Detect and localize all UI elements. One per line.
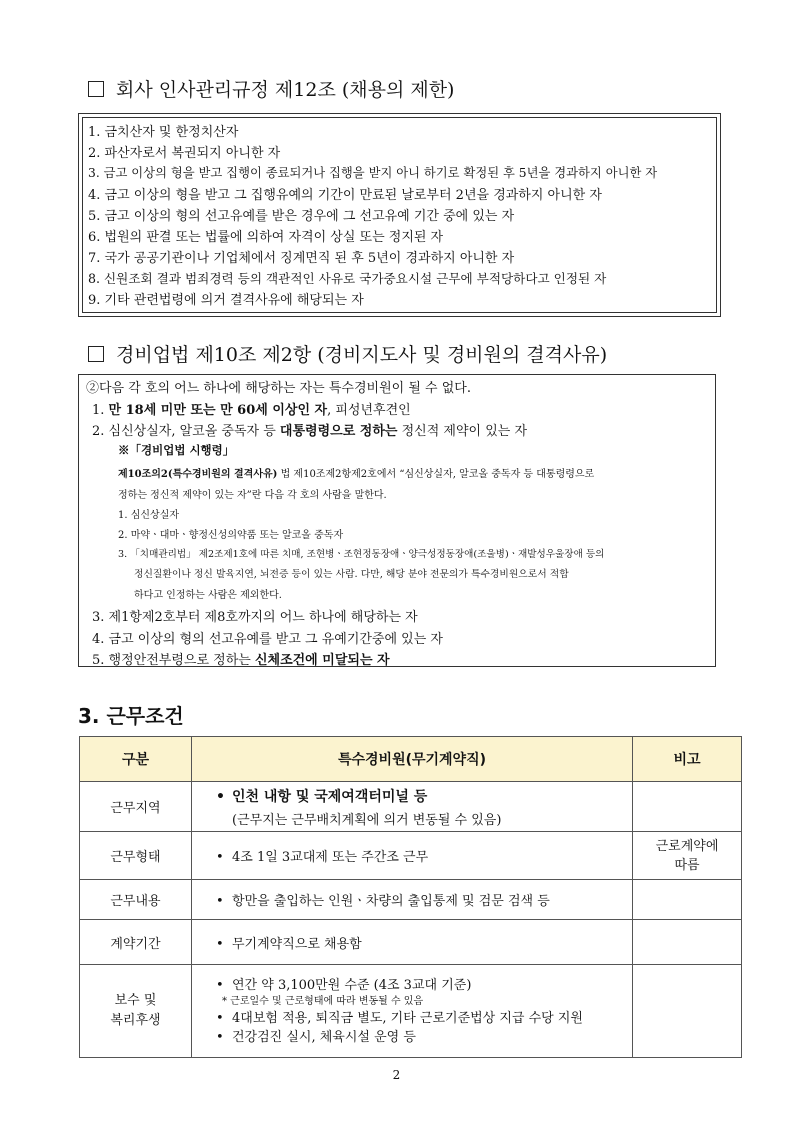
table-row: [80, 880, 742, 920]
decree-item: 1. 심신상실자: [118, 510, 180, 521]
row-label: 보수 및 복리후생: [80, 965, 192, 1058]
row-label: 근무형태: [80, 832, 192, 880]
section1-title: 회사 인사관리규정 제12조 (채용의 제한): [88, 75, 454, 102]
decree-item: 3. 「치매관리법」 제2조제1호에 따른 치매, 조현병ㆍ조현정동장애ㆍ양극성정동장애(조울병)ㆍ재발성우울장애 등의: [118, 549, 605, 560]
column-header: 특수경비원(무기계약직): [192, 737, 633, 782]
table-row: [80, 920, 742, 965]
list-item: 4. 금고 이상의 형의 선고유예를 받고 그 유예기간중에 있는 자: [92, 632, 443, 647]
list-item: 1. 만 18세 미만 또는 만 60세 이상인 자, 피성년후견인: [92, 403, 411, 418]
list-item: 2. 심신상실자, 알코올 중독자 등 대통령령으로 정하는 정신적 제약이 있는 자: [92, 424, 528, 439]
intro-text: ②다음 각 호의 어느 하나에 해당하는 자는 특수경비원이 될 수 없다.: [86, 381, 471, 396]
row-content: • 4조 1일 3교대제 또는 주간조 근무: [192, 832, 633, 880]
row-remark: 근로계약에 따름: [633, 832, 742, 880]
row-label: 계약기간: [80, 920, 192, 965]
table-row: [80, 965, 742, 1058]
list-item: 3. 금고 이상의 형을 받고 집행이 종료되거나 집행을 받지 아니 하기로 확정된 후 5년을 경과하지 아니한 자: [88, 166, 658, 180]
decree-heading-cont: 정하는 정신적 제약이 있는 자”란 다음 각 호의 사람을 말한다.: [118, 490, 387, 501]
decree-item-cont: 정신질환이나 정신 발육지연, 뇌전증 등이 있는 사람. 다만, 해당 분야 전문의가 특수경비원으로서 적합: [134, 569, 569, 580]
table-row: [80, 782, 742, 832]
page-number: 2: [392, 1068, 401, 1082]
table-header-row: [80, 737, 742, 782]
list-item: 5. 행정안전부령으로 정하는 신체조건에 미달되는 자: [92, 653, 390, 668]
row-label: 근무지역: [80, 782, 192, 832]
row-content: • 무기계약직으로 채용함: [192, 920, 633, 965]
list-item: 7. 국가 공공기관이나 기업체에서 징계면직 된 후 5년이 경과하지 아니한 자: [88, 251, 515, 266]
column-header: 비고: [633, 737, 742, 782]
checkbox-square-icon: [88, 346, 104, 362]
decree-item: 2. 마약ㆍ대마ㆍ향정신성의약품 또는 알코올 중독자: [118, 530, 344, 541]
list-item: 9. 기타 관련법령에 의거 결격사유에 해당되는 자: [88, 293, 364, 308]
decree-title: ※「경비업법 시행령」: [118, 443, 235, 457]
list-item: 4. 금고 이상의 형을 받고 그 집행유예의 기간이 만료된 날로부터 2년을 경과하지 아니한 자: [88, 188, 602, 203]
list-item: 3. 제1항제2호부터 제8호까지의 어느 하나에 해당하는 자: [92, 610, 418, 625]
list-item: 2. 파산자로서 복권되지 아니한 자: [88, 146, 281, 161]
row-content: • 연간 약 3,100만원 수준 (4조 3교대 기준) * 근로일수 및 근로형태에 따라 변동될 수 있음 • 4대보험 적용, 퇴직금 별도, 기타 근로기준법상 지급 수당 지원 • 건강검진 실시, 체육시설 운영 등: [192, 965, 633, 1058]
row-content: • 항만을 출입하는 인원ㆍ차량의 출입통제 및 검문 검색 등: [192, 880, 633, 920]
row-label: 근무내용: [80, 880, 192, 920]
list-item: 1. 금치산자 및 한정치산자: [88, 125, 239, 140]
section2-title: 경비업법 제10조 제2항 (경비지도사 및 경비원의 결격사유): [88, 340, 607, 367]
work-conditions-table: [79, 736, 742, 1058]
list-item: 5. 금고 이상의 형의 선고유예를 받은 경우에 그 선고유예 기간 중에 있는 자: [88, 209, 515, 224]
table-row: [80, 832, 742, 880]
decree-item-cont: 하다고 인정하는 사람은 제외한다.: [134, 590, 282, 601]
section3-heading: 3. 근무조건: [78, 704, 184, 728]
row-content: • 인천 내항 및 국제여객터미널 등 (근무지는 근무배치계획에 의거 변동될 수 있음): [192, 782, 633, 832]
column-header: 구분: [80, 737, 192, 782]
decree-heading: 제10조의2(특수경비원의 결격사유) 법 제10조제2항제2호에서 “심신상실자, 알코올 중독자 등 대통령령으로: [118, 469, 595, 480]
checkbox-square-icon: [88, 81, 104, 97]
list-item: 8. 신원조회 결과 범죄경력 등의 객관적인 사유로 국가중요시설 근무에 부적당하다고 인정된 자: [88, 271, 607, 286]
list-item: 6. 법원의 판결 또는 법률에 의하여 자격이 상실 또는 정지된 자: [88, 230, 444, 245]
